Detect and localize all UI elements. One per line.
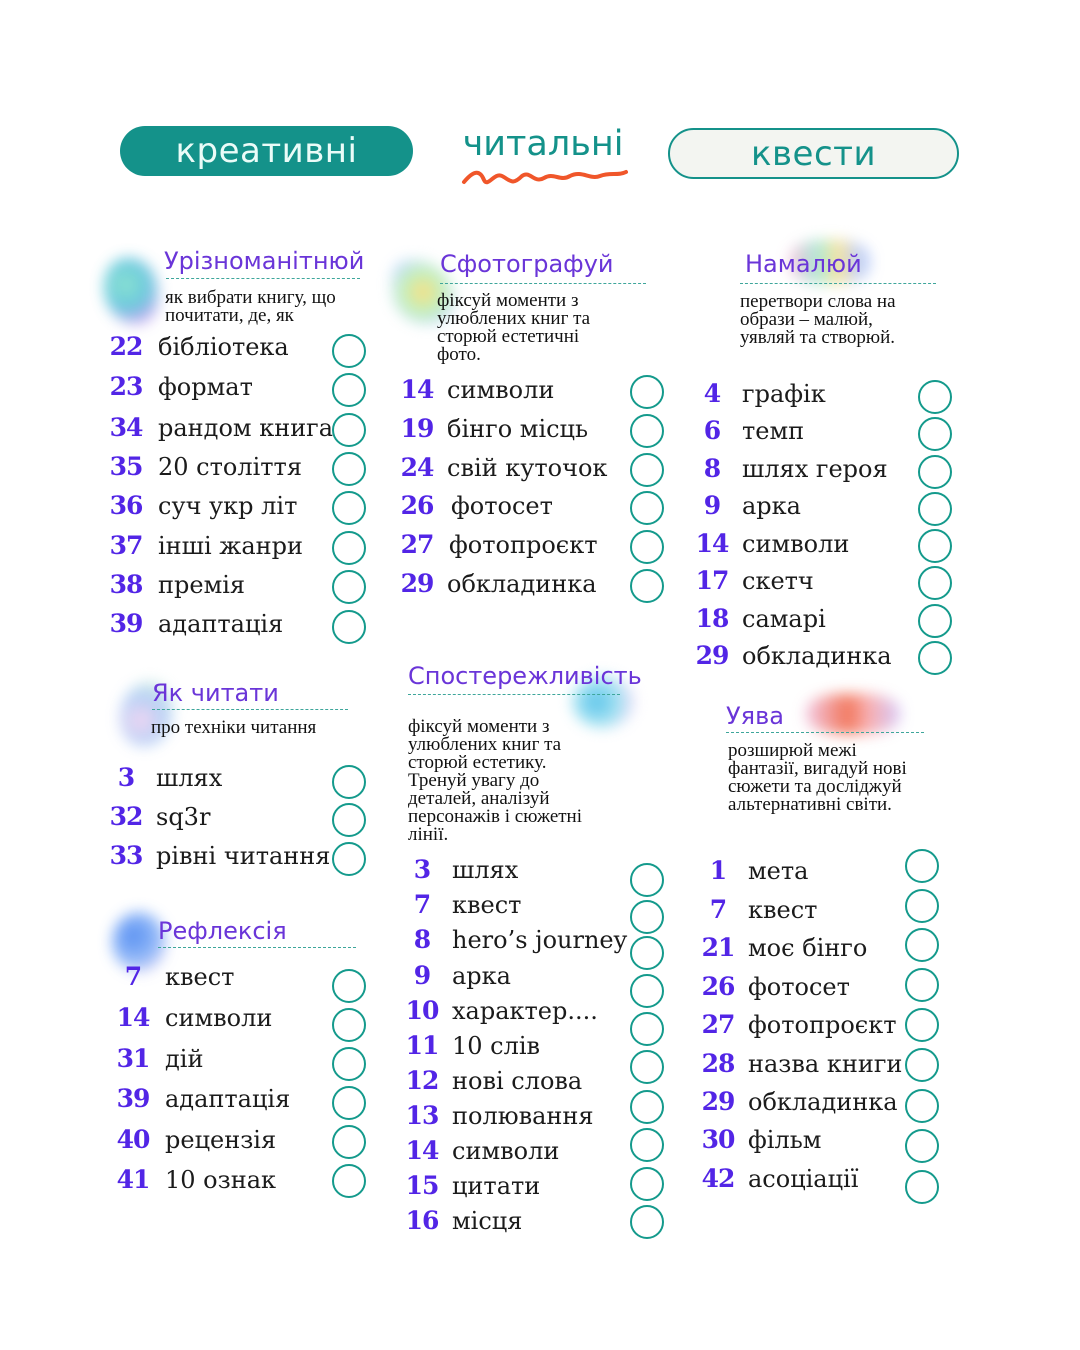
section-title-photograph: Сфотографуй bbox=[440, 250, 614, 278]
quest-number: 29 bbox=[695, 641, 729, 670]
quest-label: 20 століття bbox=[158, 453, 302, 481]
quest-label: 10 слів bbox=[452, 1032, 541, 1060]
quest-checkbox[interactable] bbox=[905, 1170, 939, 1204]
quest-checkbox[interactable] bbox=[332, 334, 366, 368]
quest-checkbox[interactable] bbox=[905, 1008, 939, 1042]
quest-number: 34 bbox=[109, 413, 143, 442]
quest-number: 7 bbox=[124, 962, 142, 991]
quest-checkbox[interactable] bbox=[630, 1090, 664, 1124]
section-divider bbox=[740, 283, 936, 284]
quest-label: фотосет bbox=[451, 492, 553, 520]
quest-label: рецензія bbox=[165, 1126, 277, 1154]
section-title-imagination: Уява bbox=[726, 702, 784, 730]
quest-label: шлях героя bbox=[742, 455, 888, 483]
quest-checkbox[interactable] bbox=[332, 1086, 366, 1120]
quest-checkbox[interactable] bbox=[332, 610, 366, 644]
quest-number: 6 bbox=[703, 416, 721, 445]
section-title-draw: Намалюй bbox=[745, 250, 862, 278]
quest-number: 40 bbox=[116, 1125, 150, 1154]
quest-number: 18 bbox=[695, 604, 729, 633]
quest-checkbox[interactable] bbox=[630, 1167, 664, 1201]
quest-number: 15 bbox=[405, 1171, 439, 1200]
quest-checkbox[interactable] bbox=[630, 569, 664, 603]
quest-label: рандом книга bbox=[158, 414, 334, 442]
quest-label: квест bbox=[452, 891, 522, 919]
quest-number: 14 bbox=[405, 1136, 439, 1165]
quest-number: 31 bbox=[116, 1044, 150, 1073]
quest-label: інші жанри bbox=[158, 532, 304, 560]
quest-number: 14 bbox=[695, 529, 729, 558]
quest-checkbox[interactable] bbox=[332, 1164, 366, 1198]
quest-label: самарі bbox=[742, 605, 826, 633]
section-title-observation: Спостережливість bbox=[408, 662, 642, 690]
quest-label: свій куточок bbox=[447, 454, 608, 482]
quest-label: асоціації bbox=[748, 1165, 859, 1193]
quest-label: премія bbox=[158, 571, 246, 599]
quest-checkbox[interactable] bbox=[630, 453, 664, 487]
quest-number: 7 bbox=[413, 890, 431, 919]
quest-number: 38 bbox=[109, 570, 143, 599]
quest-checkbox[interactable] bbox=[630, 1012, 664, 1046]
quest-label: обкладинка bbox=[748, 1088, 898, 1116]
quest-checkbox[interactable] bbox=[905, 1089, 939, 1123]
quest-number: 21 bbox=[701, 933, 735, 962]
section-divider bbox=[726, 732, 924, 733]
quest-number: 27 bbox=[400, 530, 434, 559]
quest-checkbox[interactable] bbox=[918, 641, 952, 675]
quest-label: формат bbox=[158, 373, 253, 401]
quest-number: 9 bbox=[413, 961, 431, 990]
quest-checkbox[interactable] bbox=[332, 1125, 366, 1159]
section-divider bbox=[408, 694, 620, 695]
quest-label: арка bbox=[742, 492, 801, 520]
quest-label: шлях bbox=[156, 764, 223, 792]
quest-checkbox[interactable] bbox=[918, 566, 952, 600]
quest-label: дій bbox=[165, 1045, 204, 1073]
quest-number: 13 bbox=[405, 1101, 439, 1130]
quest-checkbox[interactable] bbox=[332, 491, 366, 525]
quest-checkbox[interactable] bbox=[332, 765, 366, 799]
quest-number: 14 bbox=[400, 375, 434, 404]
quest-number: 29 bbox=[701, 1087, 735, 1116]
quest-number: 14 bbox=[116, 1003, 150, 1032]
quest-checkbox[interactable] bbox=[905, 1048, 939, 1082]
section-description: розширюй межі фантазії, вигадуй нові сюжети та досліджуй альтернативні світи. bbox=[728, 740, 907, 815]
quest-label: символи bbox=[165, 1004, 273, 1032]
quest-number: 1 bbox=[709, 856, 727, 885]
quest-number: 7 bbox=[709, 895, 727, 924]
gradient-blob-icon bbox=[104, 258, 158, 324]
section-description: перетвори слова на образи – малюй, уявляй та створюй. bbox=[740, 291, 896, 348]
section-divider bbox=[158, 947, 356, 948]
quest-number: 24 bbox=[400, 453, 434, 482]
quest-label: цитати bbox=[452, 1172, 541, 1200]
quest-checkbox[interactable] bbox=[630, 1205, 664, 1239]
quest-number: 17 bbox=[695, 566, 729, 595]
quest-number: 27 bbox=[701, 1010, 735, 1039]
quest-checkbox[interactable] bbox=[905, 1129, 939, 1163]
section-title-diversify: Урізноманітнюй bbox=[164, 247, 365, 275]
quest-checkbox[interactable] bbox=[630, 1128, 664, 1162]
quest-number: 35 bbox=[109, 452, 143, 481]
quest-label: назва книги bbox=[748, 1050, 903, 1078]
quest-checkbox[interactable] bbox=[918, 529, 952, 563]
quest-checkbox[interactable] bbox=[905, 849, 939, 883]
section-divider bbox=[440, 283, 646, 284]
quest-label: адаптація bbox=[158, 610, 284, 638]
quest-checkbox[interactable] bbox=[630, 375, 664, 409]
quest-number: 36 bbox=[109, 491, 143, 520]
quest-checkbox[interactable] bbox=[918, 417, 952, 451]
quest-label: адаптація bbox=[165, 1085, 291, 1113]
section-description: про техніки читання bbox=[151, 717, 317, 738]
quest-number: 3 bbox=[117, 763, 135, 792]
quest-number: 12 bbox=[405, 1066, 439, 1095]
quest-label: бінго місць bbox=[447, 415, 589, 443]
quest-number: 30 bbox=[701, 1125, 735, 1154]
creative-pill: креативні bbox=[120, 126, 413, 176]
quest-label: обкладинка bbox=[447, 570, 597, 598]
quest-label: моє бінго bbox=[748, 934, 868, 962]
quests-pill: квести bbox=[668, 128, 959, 179]
quest-checkbox[interactable] bbox=[630, 414, 664, 448]
quest-label: суч укр літ bbox=[158, 492, 298, 520]
quest-checkbox[interactable] bbox=[332, 373, 366, 407]
quest-label: темп bbox=[742, 417, 805, 445]
quest-number: 41 bbox=[116, 1165, 150, 1194]
quest-checkbox[interactable] bbox=[918, 492, 952, 526]
quest-number: 22 bbox=[109, 332, 143, 361]
quest-label: символи bbox=[447, 376, 555, 404]
quest-checkbox[interactable] bbox=[332, 1047, 366, 1081]
quest-label: фотопроєкт bbox=[748, 1011, 897, 1039]
quest-label: sq3r bbox=[156, 803, 211, 831]
quest-label: квест bbox=[165, 963, 235, 991]
quest-label: фотосет bbox=[748, 973, 850, 1001]
quest-number: 4 bbox=[703, 379, 721, 408]
quest-label: характер.... bbox=[452, 997, 598, 1025]
quest-checkbox[interactable] bbox=[332, 413, 366, 447]
quest-checkbox[interactable] bbox=[630, 530, 664, 564]
quest-checkbox[interactable] bbox=[630, 491, 664, 525]
quest-label: символи bbox=[452, 1137, 560, 1165]
section-title-reflection: Рефлексія bbox=[158, 917, 287, 945]
quest-number: 26 bbox=[701, 972, 735, 1001]
quest-number: 39 bbox=[109, 609, 143, 638]
quest-label: обкладинка bbox=[742, 642, 892, 670]
quest-number: 10 bbox=[405, 996, 439, 1025]
quest-label: графік bbox=[742, 380, 826, 408]
quest-number: 8 bbox=[413, 925, 431, 954]
quest-checkbox[interactable] bbox=[905, 968, 939, 1002]
quest-checkbox[interactable] bbox=[332, 842, 366, 876]
quest-checkbox[interactable] bbox=[630, 863, 664, 897]
quest-checkbox[interactable] bbox=[905, 928, 939, 962]
quest-checkbox[interactable] bbox=[630, 936, 664, 970]
squiggle-underline-icon bbox=[460, 166, 630, 188]
quest-label: фотопроєкт bbox=[449, 531, 598, 559]
quest-checkbox[interactable] bbox=[332, 1008, 366, 1042]
quest-checkbox[interactable] bbox=[332, 452, 366, 486]
quest-label: квест bbox=[748, 896, 818, 924]
quest-number: 26 bbox=[400, 491, 434, 520]
gradient-blob-icon bbox=[806, 694, 900, 734]
quest-checkbox[interactable] bbox=[630, 1050, 664, 1084]
quest-label: 10 ознак bbox=[165, 1166, 277, 1194]
quest-number: 42 bbox=[701, 1164, 735, 1193]
quest-number: 29 bbox=[400, 569, 434, 598]
quest-label: мета bbox=[748, 857, 809, 885]
quest-label: hero’s journey bbox=[452, 926, 628, 954]
section-title-how-to-read: Як читати bbox=[152, 679, 279, 707]
quest-label: полювання bbox=[452, 1102, 594, 1130]
quest-number: 32 bbox=[109, 802, 143, 831]
quest-number: 8 bbox=[703, 454, 721, 483]
quest-checkbox[interactable] bbox=[332, 803, 366, 837]
quest-label: місця bbox=[452, 1207, 523, 1235]
quest-checkbox[interactable] bbox=[918, 604, 952, 638]
quest-label: символи bbox=[742, 530, 850, 558]
quest-label: нові слова bbox=[452, 1067, 583, 1095]
quest-number: 16 bbox=[405, 1206, 439, 1235]
reading-heading: читальні bbox=[462, 124, 624, 164]
section-divider bbox=[152, 709, 348, 710]
quest-checkbox[interactable] bbox=[905, 889, 939, 923]
section-divider bbox=[166, 278, 360, 279]
quest-number: 3 bbox=[413, 855, 431, 884]
section-description: фіксуй моменти з улюблених книг та сторюй естетичні фото. bbox=[437, 290, 591, 365]
quest-label: арка bbox=[452, 962, 511, 990]
quest-label: скетч bbox=[742, 567, 814, 595]
quest-checkbox[interactable] bbox=[918, 455, 952, 489]
section-description: фіксуй моменти з улюблених книг та сторюй естетику. Тренуй увагу до деталей, аналізуй персонажів і сюжетні лінії. bbox=[408, 716, 583, 845]
quest-label: рівні читання bbox=[156, 842, 331, 870]
quest-number: 28 bbox=[701, 1049, 735, 1078]
section-description: як вибрати книгу, що почитати, де, як bbox=[165, 287, 336, 326]
quest-number: 33 bbox=[109, 841, 143, 870]
quest-checkbox[interactable] bbox=[332, 531, 366, 565]
quest-label: бібліотека bbox=[158, 333, 289, 361]
quest-number: 11 bbox=[405, 1031, 439, 1060]
quest-checkbox[interactable] bbox=[630, 974, 664, 1008]
quest-number: 39 bbox=[116, 1084, 150, 1113]
quest-number: 9 bbox=[703, 491, 721, 520]
quest-number: 19 bbox=[400, 414, 434, 443]
quest-checkbox[interactable] bbox=[918, 380, 952, 414]
quest-checkbox[interactable] bbox=[332, 570, 366, 604]
quest-checkbox[interactable] bbox=[332, 969, 366, 1003]
quest-number: 37 bbox=[109, 531, 143, 560]
quest-number: 23 bbox=[109, 372, 143, 401]
quest-label: фільм bbox=[748, 1126, 822, 1154]
quest-checkbox[interactable] bbox=[630, 900, 664, 934]
quest-label: шлях bbox=[452, 856, 519, 884]
